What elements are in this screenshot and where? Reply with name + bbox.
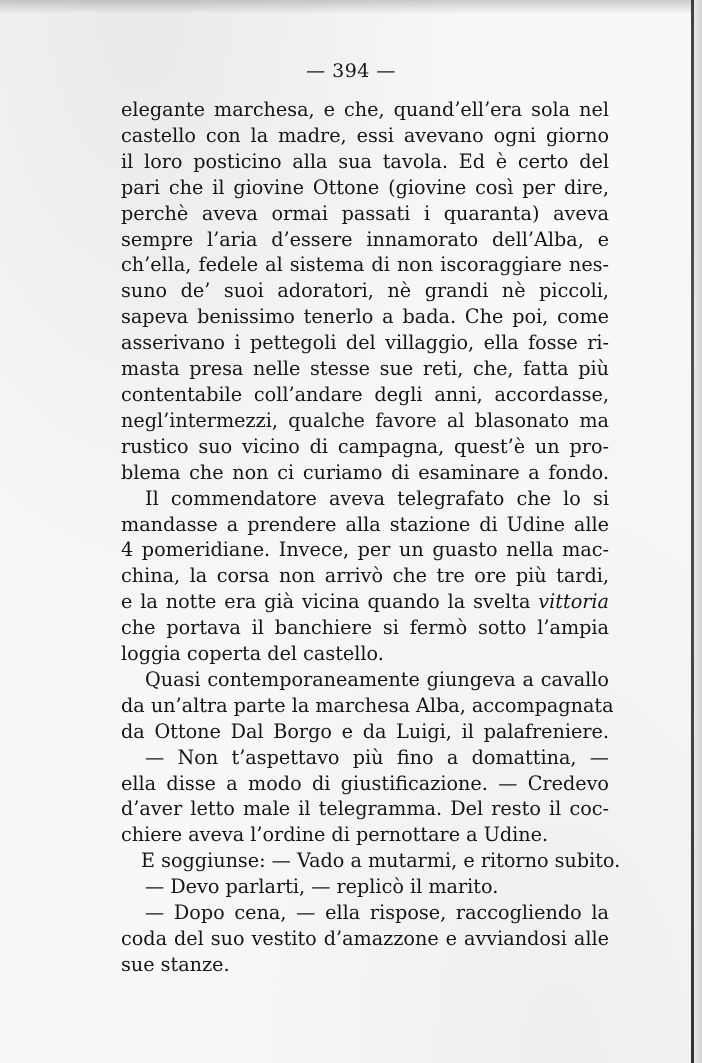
text-line: china, la corsa non arrivò che tre ore più tardi, (121, 564, 609, 588)
paragraph-2 (121, 486, 609, 667)
text-line: contentabile coll’andare degli anni, accordasse, (121, 382, 609, 406)
text-line: che portava il banchiere si fermò sotto l’ampia (121, 616, 609, 640)
text-line: da Ottone Dal Borgo e da Luigi, il palafreniere. (121, 719, 609, 743)
paragraph-5 (121, 848, 621, 874)
text-line: sempre l’aria d’essere innamorato dell’Alba, e (121, 227, 609, 251)
text-line: rustico suo vicino di campagna, quest’è un pro- (121, 434, 609, 458)
text-line: d’aver letto male il telegramma. Del resto il coc- (121, 797, 609, 821)
binding-edge-shade (694, 0, 702, 1063)
text-line: mandasse a prendere alla stazione di Udine alle (121, 512, 609, 536)
text-line: Il commendatore aveva telegrafato che lo si (145, 486, 609, 510)
body-text (121, 97, 621, 978)
text-line: castello con la madre, essi avevano ogni giorno (121, 123, 609, 147)
text-line: ella disse a modo di giustificazione. — Credevo (121, 771, 609, 795)
text-line: loggia coperta del castello. (121, 642, 384, 666)
paragraph-7 (121, 900, 609, 978)
text-line: il loro posticino alla sua tavola. Ed è certo del (121, 149, 609, 173)
text-line: perchè aveva ormai passati i quaranta) aveva (121, 201, 609, 225)
scan-top-shadow (0, 0, 702, 14)
page-number: — 394 — (306, 60, 396, 82)
text-line: coda del suo vestito d’amazzone e avviandosi alle (121, 927, 609, 950)
text-line: — Dopo cena, — ella rispose, raccogliendo la (145, 901, 609, 925)
text-line: ch’ella, fedele al sistema di non iscoraggiare nes- (121, 253, 609, 277)
text-line: blema che non ci curiamo di esaminare a fondo. (121, 460, 609, 484)
paragraph-4 (121, 745, 609, 849)
text-line: negl’intermezzi, qualche favore al blasonato ma (121, 408, 609, 432)
text-line: asserivano i pettegoli del villaggio, ella fosse ri- (121, 331, 609, 355)
text-line: suno de’ suoi adoratori, nè grandi nè piccoli, (121, 279, 609, 303)
italic-word: vittoria (538, 590, 609, 614)
text-line: — Devo parlarti, — replicò il marito. (145, 875, 499, 899)
text-line: sapeva benissimo tenerlo a bada. Che poi, come (121, 305, 609, 329)
text-line-with-italic (121, 589, 609, 615)
paragraph-1 (121, 97, 609, 486)
binding-edge-line (691, 0, 694, 1063)
paragraph-3 (121, 667, 614, 745)
text-line: masta presa nelle stesse sue reti, che, fatta più (121, 357, 609, 381)
text-line: elegante marchesa, e che, quand’ell’era sola nel (121, 98, 609, 121)
paragraph-6 (121, 874, 609, 900)
text-line: chiere aveva l’ordine di pernottare a Udine. (121, 823, 549, 847)
text-line: E soggiunse: — Vado a mutarmi, e ritorno subito. (141, 849, 621, 873)
text-line: 4 pomeridiane. Invece, per un guasto nella mac- (121, 538, 609, 562)
text-line: sue stanze. (121, 952, 230, 976)
text-segment: e la notte era già vicina quando la svelta (121, 590, 539, 614)
text-line: — Non t’aspettavo più fino a domattina, — (145, 745, 609, 769)
text-line: Quasi contemporaneamente giungeva a cavallo (145, 667, 609, 691)
text-line: da un’altra parte la marchesa Alba, accompagnata (121, 693, 614, 717)
text-line: pari che il giovine Ottone (giovine così per dire, (121, 175, 609, 199)
